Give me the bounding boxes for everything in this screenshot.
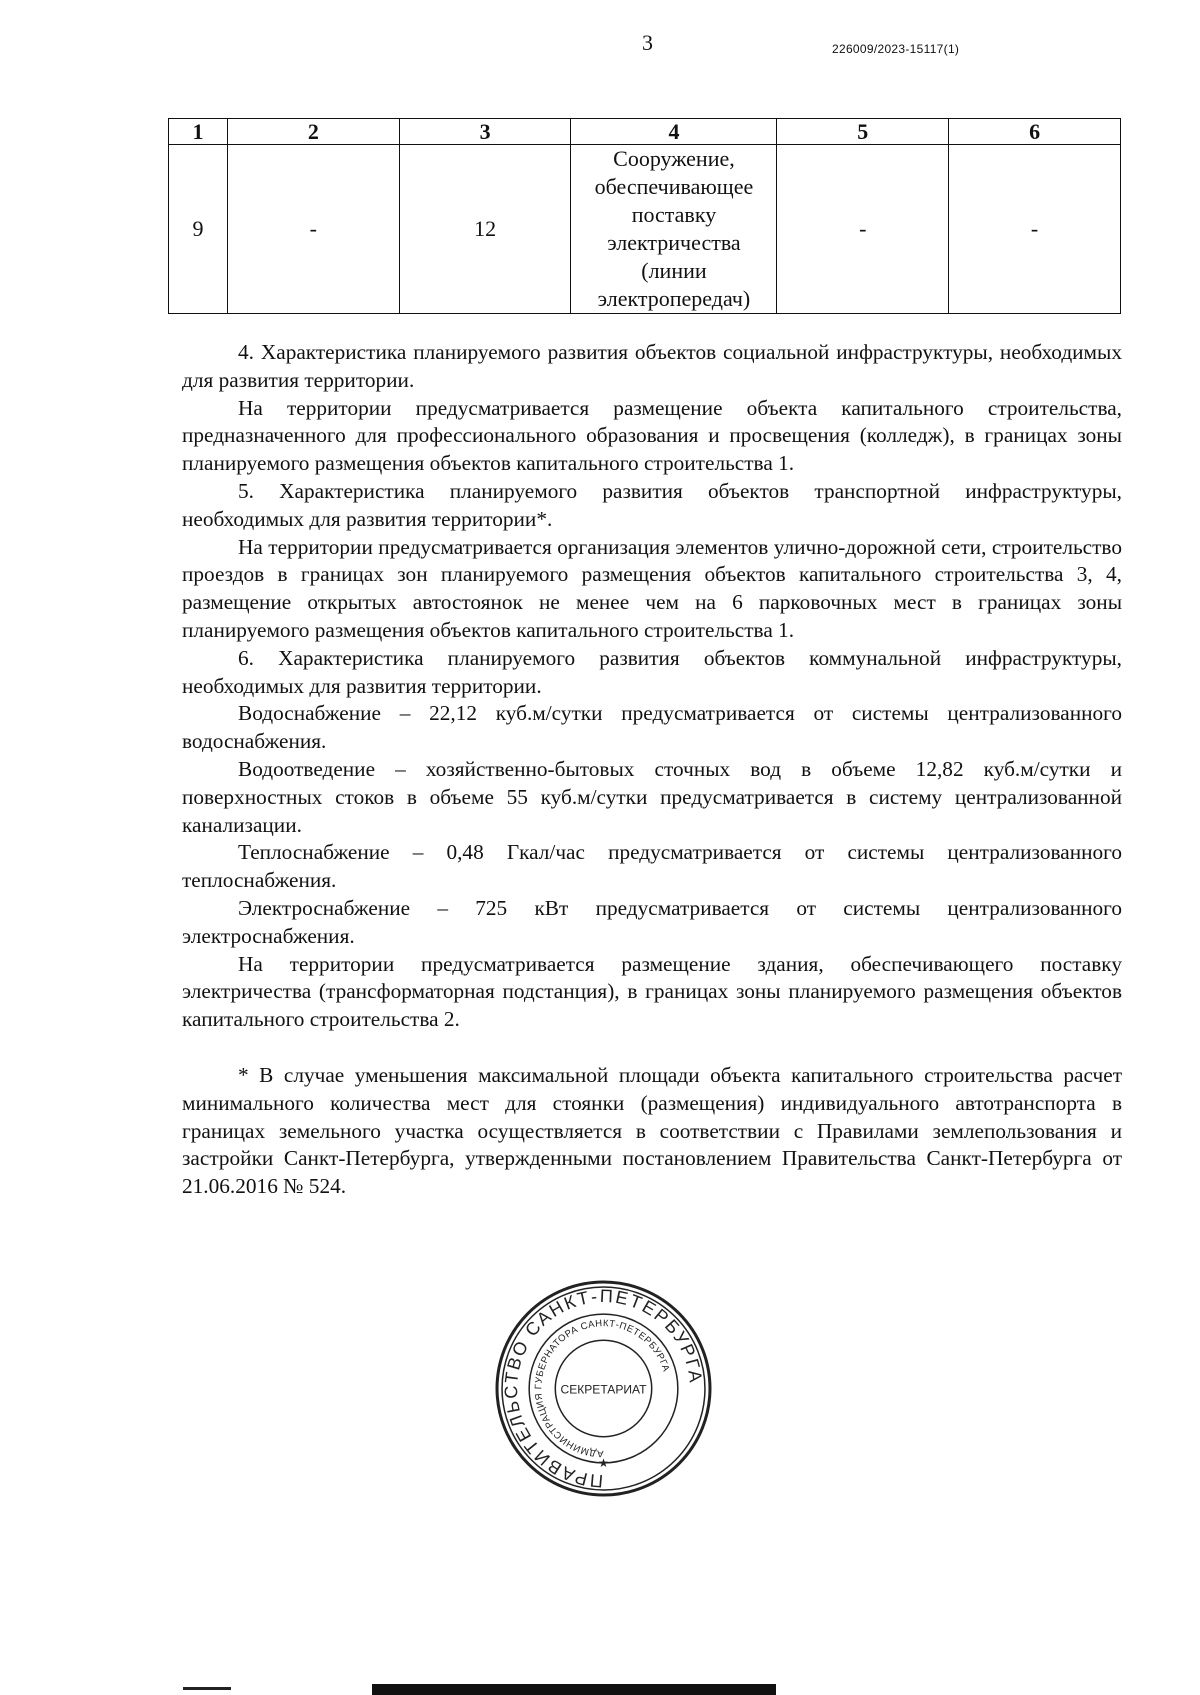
- paragraph: На территории предусматривается размещение здания, обеспечивающего поставку электричества (трансформаторная подстанция), в границах зоны планируемого размещения объектов капитального строительства 2.: [182, 951, 1122, 1032]
- paragraph: На территории предусматривается организация элементов улично-дорожной сети, строительство проездов в границах зон планируемого размещения объектов капитального строительства 3, 4, размещение открытых автостоянок не менее чем на 6 парковочных мест в границах зоны планируемого размещения объектов капитального строительства 1.: [182, 534, 1122, 642]
- table-cell: -: [227, 145, 399, 314]
- table-cell: Сооружение, обеспечивающее поставку электричества (линии электропередач): [571, 145, 777, 314]
- paragraph-heat-supply: Теплоснабжение – 0,48 Гкал/час предусматривается от системы централизованного теплоснабжения.: [182, 840, 1122, 893]
- star-icon: ★: [598, 1455, 609, 1470]
- table-header-cell: 4: [571, 119, 777, 145]
- table-cell: -: [949, 145, 1121, 314]
- stamp-center-text: СЕКРЕТАРИАТ: [560, 1382, 647, 1397]
- paragraph-drainage: Водоотведение – хозяйственно-бытовых сточных вод в объеме 12,82 куб.м/сутки и поверхностных стоков в объеме 55 куб.м/сутки предусматривается в систему централизованной канализации.: [182, 756, 1122, 837]
- table-header-cell: 1: [169, 119, 228, 145]
- table-header-row: [169, 119, 1121, 145]
- stamp-inner-text: АДМИНИСТРАЦИЯ ГУБЕРНАТОРА САНКТ-ПЕТЕРБУРГА: [533, 1318, 672, 1459]
- paragraph-power-supply: Электроснабжение – 725 кВт предусматривается от системы централизованного электроснабжения.: [182, 895, 1122, 948]
- table-cell: -: [777, 145, 949, 314]
- stamp-outer-text: ПРАВИТЕЛЬСТВО САНКТ-ПЕТЕРБУРГА: [500, 1285, 707, 1492]
- section-heading-transport: 5. Характеристика планируемого развития объектов транспортной инфраструктуры, необходимых для развития территории*.: [182, 478, 1122, 531]
- section-heading-social: 4. Характеристика планируемого развития объектов социальной инфраструктуры, необходимых для развития территории.: [182, 340, 1122, 392]
- paragraph-water-supply: Водоснабжение – 22,12 куб.м/сутки предусматривается от системы централизованного водоснабжения.: [182, 701, 1122, 754]
- document-body: [182, 339, 1122, 1201]
- table-row: [169, 145, 1121, 314]
- official-seal-stamp: [493, 1278, 714, 1499]
- table-header-cell: 2: [227, 119, 399, 145]
- footnote: * В случае уменьшения максимальной площади объекта капитального строительства расчет минимального количества мест для стоянки (размещения) индивидуального автотранспорта в границах земельного участка осуществляется в соответствии с Правилами землепользования и застройки Санкт-Петербурга, утвержденными постановлением Правительства Санкт-Петербурга от 21.06.2016 № 524.: [182, 1062, 1122, 1199]
- document-id: 226009/2023-15117(1): [832, 42, 960, 56]
- table-header-cell: 5: [777, 119, 949, 145]
- table-header-cell: 6: [949, 119, 1121, 145]
- table-cell: 12: [399, 145, 571, 314]
- footer-divider: [183, 1687, 231, 1690]
- section-heading-utilities: 6. Характеристика планируемого развития объектов коммунальной инфраструктуры, необходимых для развития территории.: [182, 645, 1122, 698]
- footer-scan-bar: [372, 1684, 776, 1695]
- page-number: 3: [642, 30, 653, 55]
- table-cell: 9: [169, 145, 228, 314]
- data-table: [168, 118, 1121, 314]
- paragraph: На территории предусматривается размещение объекта капитального строительства, предназначенного для профессионального образования и просвещения (колледж), в границах зоны планируемого размещения объектов капитального строительства 1.: [182, 395, 1122, 476]
- table-header-cell: 3: [399, 119, 571, 145]
